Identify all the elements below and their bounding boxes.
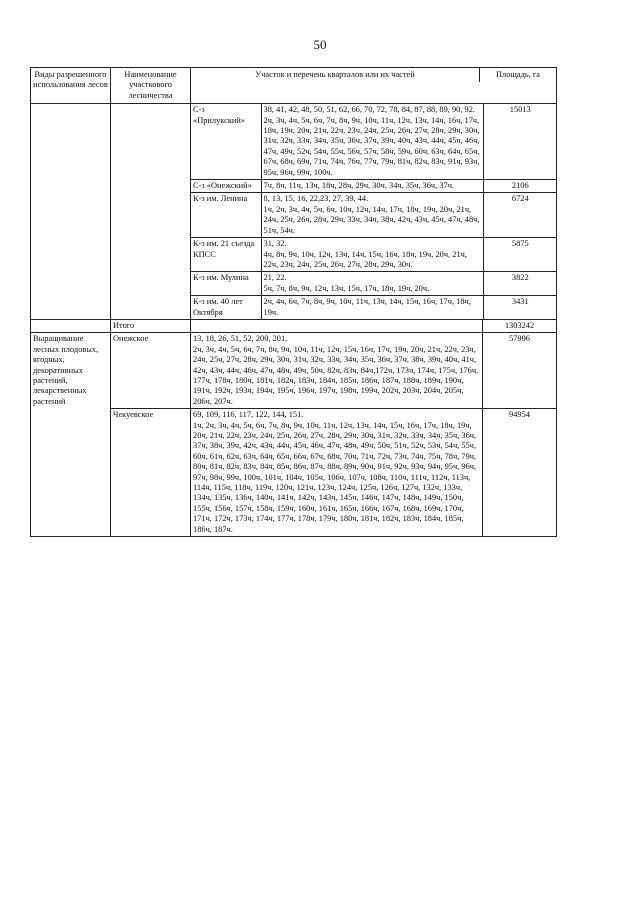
forest-use-table (30, 67, 557, 537)
quarters-list (261, 238, 483, 272)
quarters-list (261, 193, 483, 238)
table-row (191, 104, 557, 179)
area-value: 15013 (483, 104, 557, 179)
total-row (31, 319, 557, 332)
header-row (31, 68, 557, 104)
plot-name: К-з им. Ленина (191, 193, 261, 238)
table-row (191, 272, 557, 296)
table-row (191, 238, 557, 272)
quarters-line: 1ч, 2ч, 3ч, 4ч, 5ч, 6ч, 10ч, 12ч, 14ч, 17ч, 18ч, 19ч, 20ч, 21ч, 24ч, 25ч, 26ч, 28ч, 29ч, 33ч, 34ч, 38ч, 42ч, 43ч, 45ч, 47ч, 48ч, 51ч, 54ч. (263, 204, 480, 235)
table-row (191, 296, 557, 319)
table-row (191, 180, 557, 193)
quarters-line: 2ч, 3ч, 4ч, 5ч, 6ч, 7ч, 8ч, 9ч, 10ч, 11ч, 12ч, 15ч, 16ч, 17ч, 19ч, 20ч, 21ч, 22ч, 23ч, 24ч, 25ч, 27ч, 28ч, 29ч, 30ч, 31ч, 32ч, 33ч, 34ч, 35ч, 36ч, 37ч, 38ч, 39ч, 40ч, 41ч, 42ч, 43ч, 44ч, 46ч, 47ч, 48ч, 49ч, 50ч, 82ч, 83ч, 84ч,172ч, 173ч, 174ч, 175ч, 176ч, 177ч, 178ч, 180ч, 181ч, 182ч, 183ч, 184ч, 185ч, 186ч, 187ч, 188ч, 189ч, 190ч, 191ч, 192ч, 193ч, 194ч, 195ч, 196ч, 197ч, 198ч, 199ч, 202ч, 203ч, 204ч, 205ч, 206ч, 207ч. (193, 344, 479, 406)
header-area: Площадь, га (479, 68, 556, 82)
quarters-line: 8, 13, 15, 16, 22,23, 27, 39, 44. (263, 194, 369, 204)
area-value: 3822 (483, 272, 557, 296)
plot-name: К-з им. Мулина (191, 272, 261, 296)
quarters-list (261, 296, 483, 319)
quarters-line: 1ч, 2ч, 3ч, 4ч, 5ч, 6ч, 7ч, 8ч, 9ч, 10ч, 11ч, 12ч, 13ч, 14ч, 15ч, 16ч, 17ч, 18ч, 19ч, 20ч, 21ч, 22ч, 23ч, 24ч, 25ч, 26ч, 27ч, 28ч, 29ч, 30ч, 31ч, 32ч, 33ч, 34ч, 35ч, 36ч, 37ч, 38ч, 39ч, 42ч, 43ч, 44ч, 45ч, 46ч, 47ч, 48ч, 49ч, 50ч, 51ч, 52ч, 53ч, 54ч, 55ч, 60ч, 61ч, 62ч, 63ч, 64ч, 65ч, 66ч, 67ч, 68ч, 70ч, 71ч, 72ч, 73ч, 74ч, 75ч, 78ч, 79ч, 80ч, 81ч, 82ч, 83ч, 84ч, 85ч, 86ч, 87ч, 88ч, 89ч, 90ч, 91ч, 92ч, 93ч, 94ч, 95ч, 96ч, 97ч, 98ч, 99ч, 100ч, 101ч, 104ч, 105ч, 106ч, 107ч, 108ч, 110ч, 111ч, 112ч, 113ч, 114ч, 115ч, 118ч, 119ч, 120ч, 121ч, 123ч, 124ч, 125ч, 126ч, 127ч, 132ч, 133ч, 134ч, 135ч, 136ч, 140ч, 141ч, 142ч, 143ч, 145ч, 146ч, 147ч, 148ч, 149ч, 150ч, 155ч, 156ч, 157ч, 158ч, 159ч, 160ч, 161ч, 165ч, 166ч, 167ч, 168ч, 169ч, 170ч, 171ч, 172ч, 173ч, 174ч, 177ч, 178ч, 179ч, 180ч, 181ч, 182ч, 183ч, 184ч, 185ч, 186ч, 187ч. (193, 420, 477, 534)
quarters-line: 38, 41, 42, 48, 50, 51, 62, 66, 70, 72, 78, 84, 87, 88, 89, 90, 92. (263, 105, 475, 115)
area-value: 94954 (483, 409, 557, 537)
table-row (31, 333, 557, 409)
quarters-list (191, 333, 483, 409)
use-type-cell (31, 104, 111, 320)
quarters-line: 69, 109, 116, 117, 122, 144, 151. (193, 410, 304, 420)
quarters-line: 13, 18, 26, 51, 52, 200, 201. (193, 334, 288, 344)
plot-name: К-з им. 40 лет Октября (191, 296, 261, 319)
header-forestry: Наименование участкового лесничества (111, 68, 191, 104)
forestry-name: Чекуевское (111, 409, 191, 537)
page-number: 50 (313, 37, 327, 52)
forestry-name: Онежское (111, 333, 191, 409)
quarters-list (261, 180, 483, 193)
quarters-list (191, 409, 483, 537)
plot-name: С-з «Онежский» (191, 180, 261, 193)
quarters-list (261, 272, 483, 296)
header-quarters: Участок и перечень кварталов или их частей (255, 70, 415, 79)
plot-subtable (191, 104, 557, 319)
area-value: 57996 (483, 333, 557, 409)
quarters-line: 2ч, 3ч, 4ч, 5ч, 6ч, 7ч, 8ч, 9ч, 10ч, 11ч, 12ч, 13ч, 14ч, 16ч, 17ч, 18ч, 19ч, 20ч, 21ч, 22ч, 23ч, 24ч, 25ч, 26ч, 27ч, 28ч, 29ч, 30ч, 31ч, 32ч, 33ч, 34ч, 35ч, 36ч, 37ч, 39ч, 40ч, 43ч, 44ч, 45ч, 46ч, 47ч, 49ч, 52ч, 54ч, 55ч, 56ч, 57ч, 58ч, 59ч, 60ч, 63ч, 64ч, 65ч, 67ч, 68ч, 69ч, 71ч, 74ч, 76ч, 77ч, 79ч, 81ч, 82ч, 83ч, 91ч, 93ч, 95ч, 96ч, 99ч, 100ч. (263, 115, 480, 177)
quarters-list (191, 319, 483, 332)
use-type-name: Выращивание лесных плодовых, ягодных, декоративных растений, лекарственных растений (31, 333, 111, 537)
forestry-cell (111, 104, 191, 320)
area-value: 2106 (483, 180, 557, 193)
quarters-line: 21, 22. (263, 273, 287, 283)
quarters-line: 7ч, 8ч, 11ч, 13ч, 18ч, 28ч, 29ч, 30ч, 34ч, 35ч, 36ч, 37ч. (263, 181, 455, 191)
table-row (191, 193, 557, 238)
quarters-line: 5ч, 7ч, 8ч, 9ч, 12ч, 13ч, 15ч, 17ч, 18ч, 19ч, 20ч. (263, 283, 430, 293)
quarters-line: 31, 32. (263, 239, 287, 249)
plot-name: С-з «Прилукский» (191, 104, 261, 179)
header-quarters-and-area (191, 68, 557, 104)
header-use-type: Виды разрешенного использования лесов (31, 68, 111, 104)
total-label: Итого (111, 319, 191, 332)
plot-block (191, 104, 557, 320)
table-row (31, 104, 557, 320)
quarters-line: 2ч, 4ч, 6ч, 7ч, 8ч, 9ч, 10ч, 11ч, 13ч, 14ч, 15ч, 16ч, 17ч, 18ч, 19ч. (263, 297, 471, 317)
use-type-cell (31, 319, 111, 332)
area-value: 5875 (483, 238, 557, 272)
quarters-line: 4ч, 8ч, 9ч, 10ч, 12ч, 13ч, 14ч, 15ч, 16ч, 18ч, 19ч, 20ч, 21ч, 22ч, 23ч, 24ч, 25ч, 26ч, 27ч, 28ч, 29ч, 30ч. (263, 249, 467, 269)
total-area: 1303242 (483, 319, 557, 332)
quarters-list (261, 104, 483, 179)
area-value: 6724 (483, 193, 557, 238)
plot-name: К-з им. 21 съезда КПСС (191, 238, 261, 272)
area-value: 3431 (483, 296, 557, 319)
